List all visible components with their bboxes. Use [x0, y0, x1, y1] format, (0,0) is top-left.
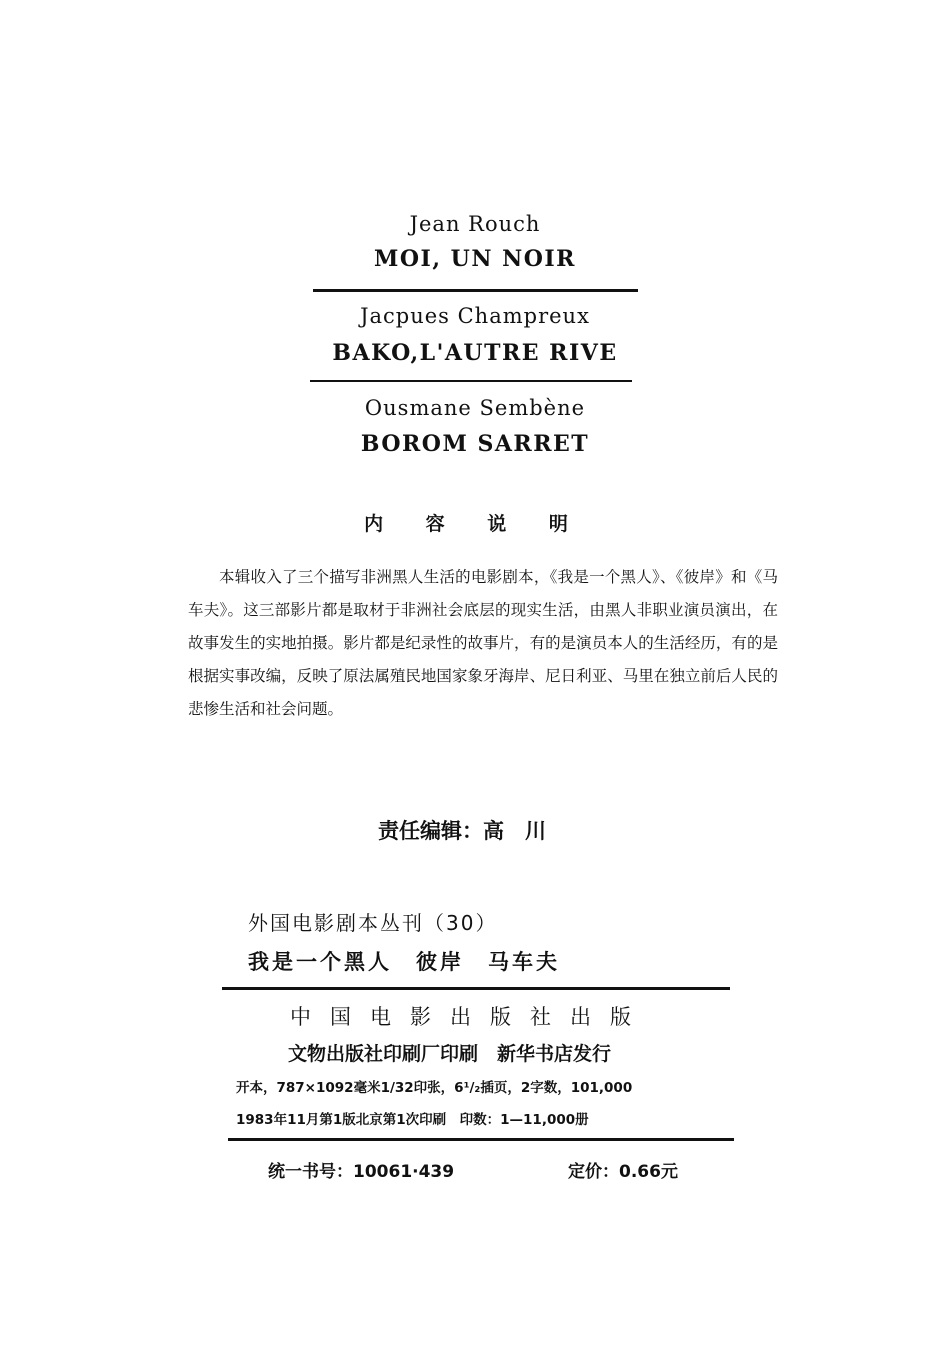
- film-3-title: BOROM SARRET: [360, 431, 590, 457]
- colophon-rule-bottom: [228, 1138, 734, 1141]
- film-3-author: Ousmane Sembène: [364, 396, 586, 420]
- film-2-title: BAKO,L'AUTRE RIVE: [332, 340, 618, 366]
- publisher: 中国电影出版社出版: [290, 1005, 650, 1029]
- film-1-title: MOI, UN NOIR: [374, 246, 576, 272]
- film-2-author: Jacpues Champreux: [360, 304, 590, 328]
- series-title: 外国电影剧本丛刊（30）: [248, 911, 498, 935]
- summary-text: 本辑收入了三个描写非洲黑人生活的电影剧本，《我是一个黑人》、《彼岸》和《马车夫》。这三部影片都是取材于非洲社会底层的现实生活，由黑人非职业演员演出，在故事发生的实地拍摄。影片都是纪录性的故事片，有的是演员本人的生活经历，有的是根据实事改编，反映了原法属殖民地国家象牙海岸、尼日利亚、马里在独立前后人民的悲惨生活和社会问题。: [188, 568, 778, 718]
- responsible-editor: 责任编辑：高 川: [378, 819, 546, 843]
- isbn: 统一书号：10061·439: [268, 1162, 455, 1182]
- divider-1: [313, 289, 638, 292]
- book-title: 我是一个黑人 彼岸 马车夫: [248, 950, 560, 974]
- printer-distributor: 文物出版社印刷厂印刷 新华书店发行: [288, 1043, 612, 1065]
- colophon-rule-top: [222, 987, 730, 990]
- summary-heading: 内 容 说 明: [364, 513, 586, 535]
- edition-info: 1983年11月第1版北京第1次印刷 印数：1—11,000册: [236, 1112, 589, 1128]
- format-info: 开本，787×1092毫米1/32印张，6¹/₂插页，2字数，101,000: [236, 1080, 633, 1096]
- summary-paragraph: [188, 561, 778, 726]
- film-1-author: Jean Rouch: [409, 212, 541, 236]
- divider-2: [310, 380, 632, 382]
- price: 定价：0.66元: [568, 1162, 678, 1182]
